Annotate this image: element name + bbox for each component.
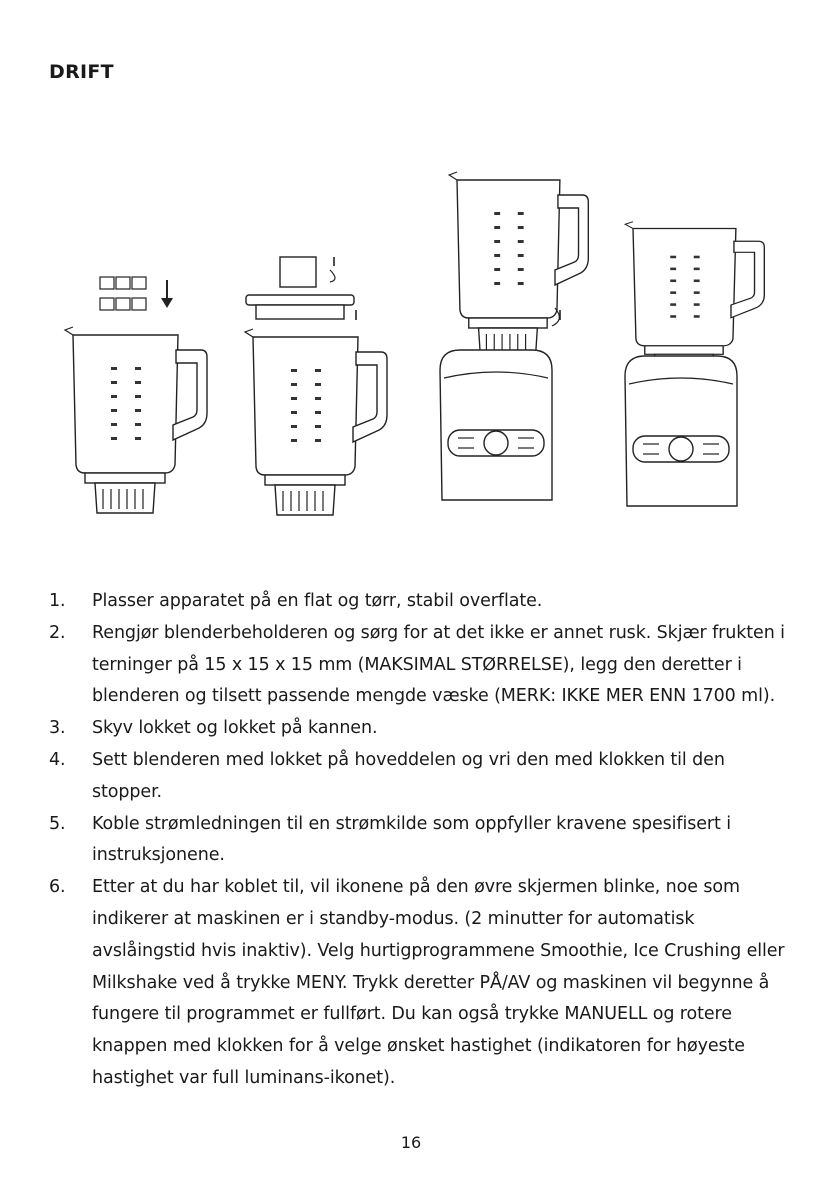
- instruction-list: [49, 586, 789, 1095]
- step-number: 2.: [49, 622, 66, 643]
- step-text: Koble strømledningen til en strømkilde som oppfyller kravene spesifisert i instruksjonene.: [92, 813, 732, 866]
- step-number: 6.: [49, 877, 66, 898]
- step-item: [49, 618, 789, 713]
- step-number: 3.: [49, 718, 66, 739]
- step-number: 5.: [49, 813, 66, 834]
- step-item: [49, 586, 789, 618]
- lid-icon: [246, 257, 354, 319]
- arrow-down-icon: [161, 280, 173, 308]
- step-item: [49, 713, 789, 745]
- blender-assembly-illustration: [40, 160, 800, 520]
- step-text: Etter at du har koblet til, vil ikonene på den øvre skjermen blinke, noe som indikerer at maskinen er i standby-modus. (2 minutter for automatisk avslåingstid hvis inaktiv). Velg hurtigprogrammene Smoothie, Ice Crushing eller Milkshake ved å trykke MENY. Trykk deretter PÅ/AV og maskinen vil begynne å fungere til programmet er fullført. Du kan også trykke MANUELL og rotere knappen med klokken for å velge ønsket hastighet (indikatoren for høyeste hastighet var full luminans-ikonet).: [92, 877, 785, 1088]
- step-number: 1.: [49, 591, 66, 611]
- ice-cubes-icon: [100, 277, 146, 310]
- page-number: 16: [400, 1133, 422, 1152]
- step-number: 4.: [49, 749, 66, 770]
- step-text: Plasser apparatet på en flat og tørr, stabil overflate.: [92, 591, 543, 611]
- step-item: [49, 745, 789, 809]
- blender-jar-icon: [65, 327, 207, 513]
- section-title: DRIFT: [49, 61, 114, 83]
- step-text: Sett blenderen med lokket på hoveddelen og vri den med klokken til den stopper.: [92, 749, 725, 802]
- blender-base-icon: [440, 172, 588, 500]
- step-text: Rengjør blenderbeholderen og sørg for at det ikke er annet rusk. Skjær frukten i terninger på 15 x 15 x 15 mm (MAKSIMAL STØRRELSE), legg den deretter i blenderen og tilsett passende mengde væske (MERK: IKKE MER ENN 1700 ml).: [92, 622, 785, 707]
- step-item: [49, 872, 789, 1095]
- step-text: Skyv lokket og lokket på kannen.: [92, 718, 378, 739]
- step-item: [49, 809, 789, 873]
